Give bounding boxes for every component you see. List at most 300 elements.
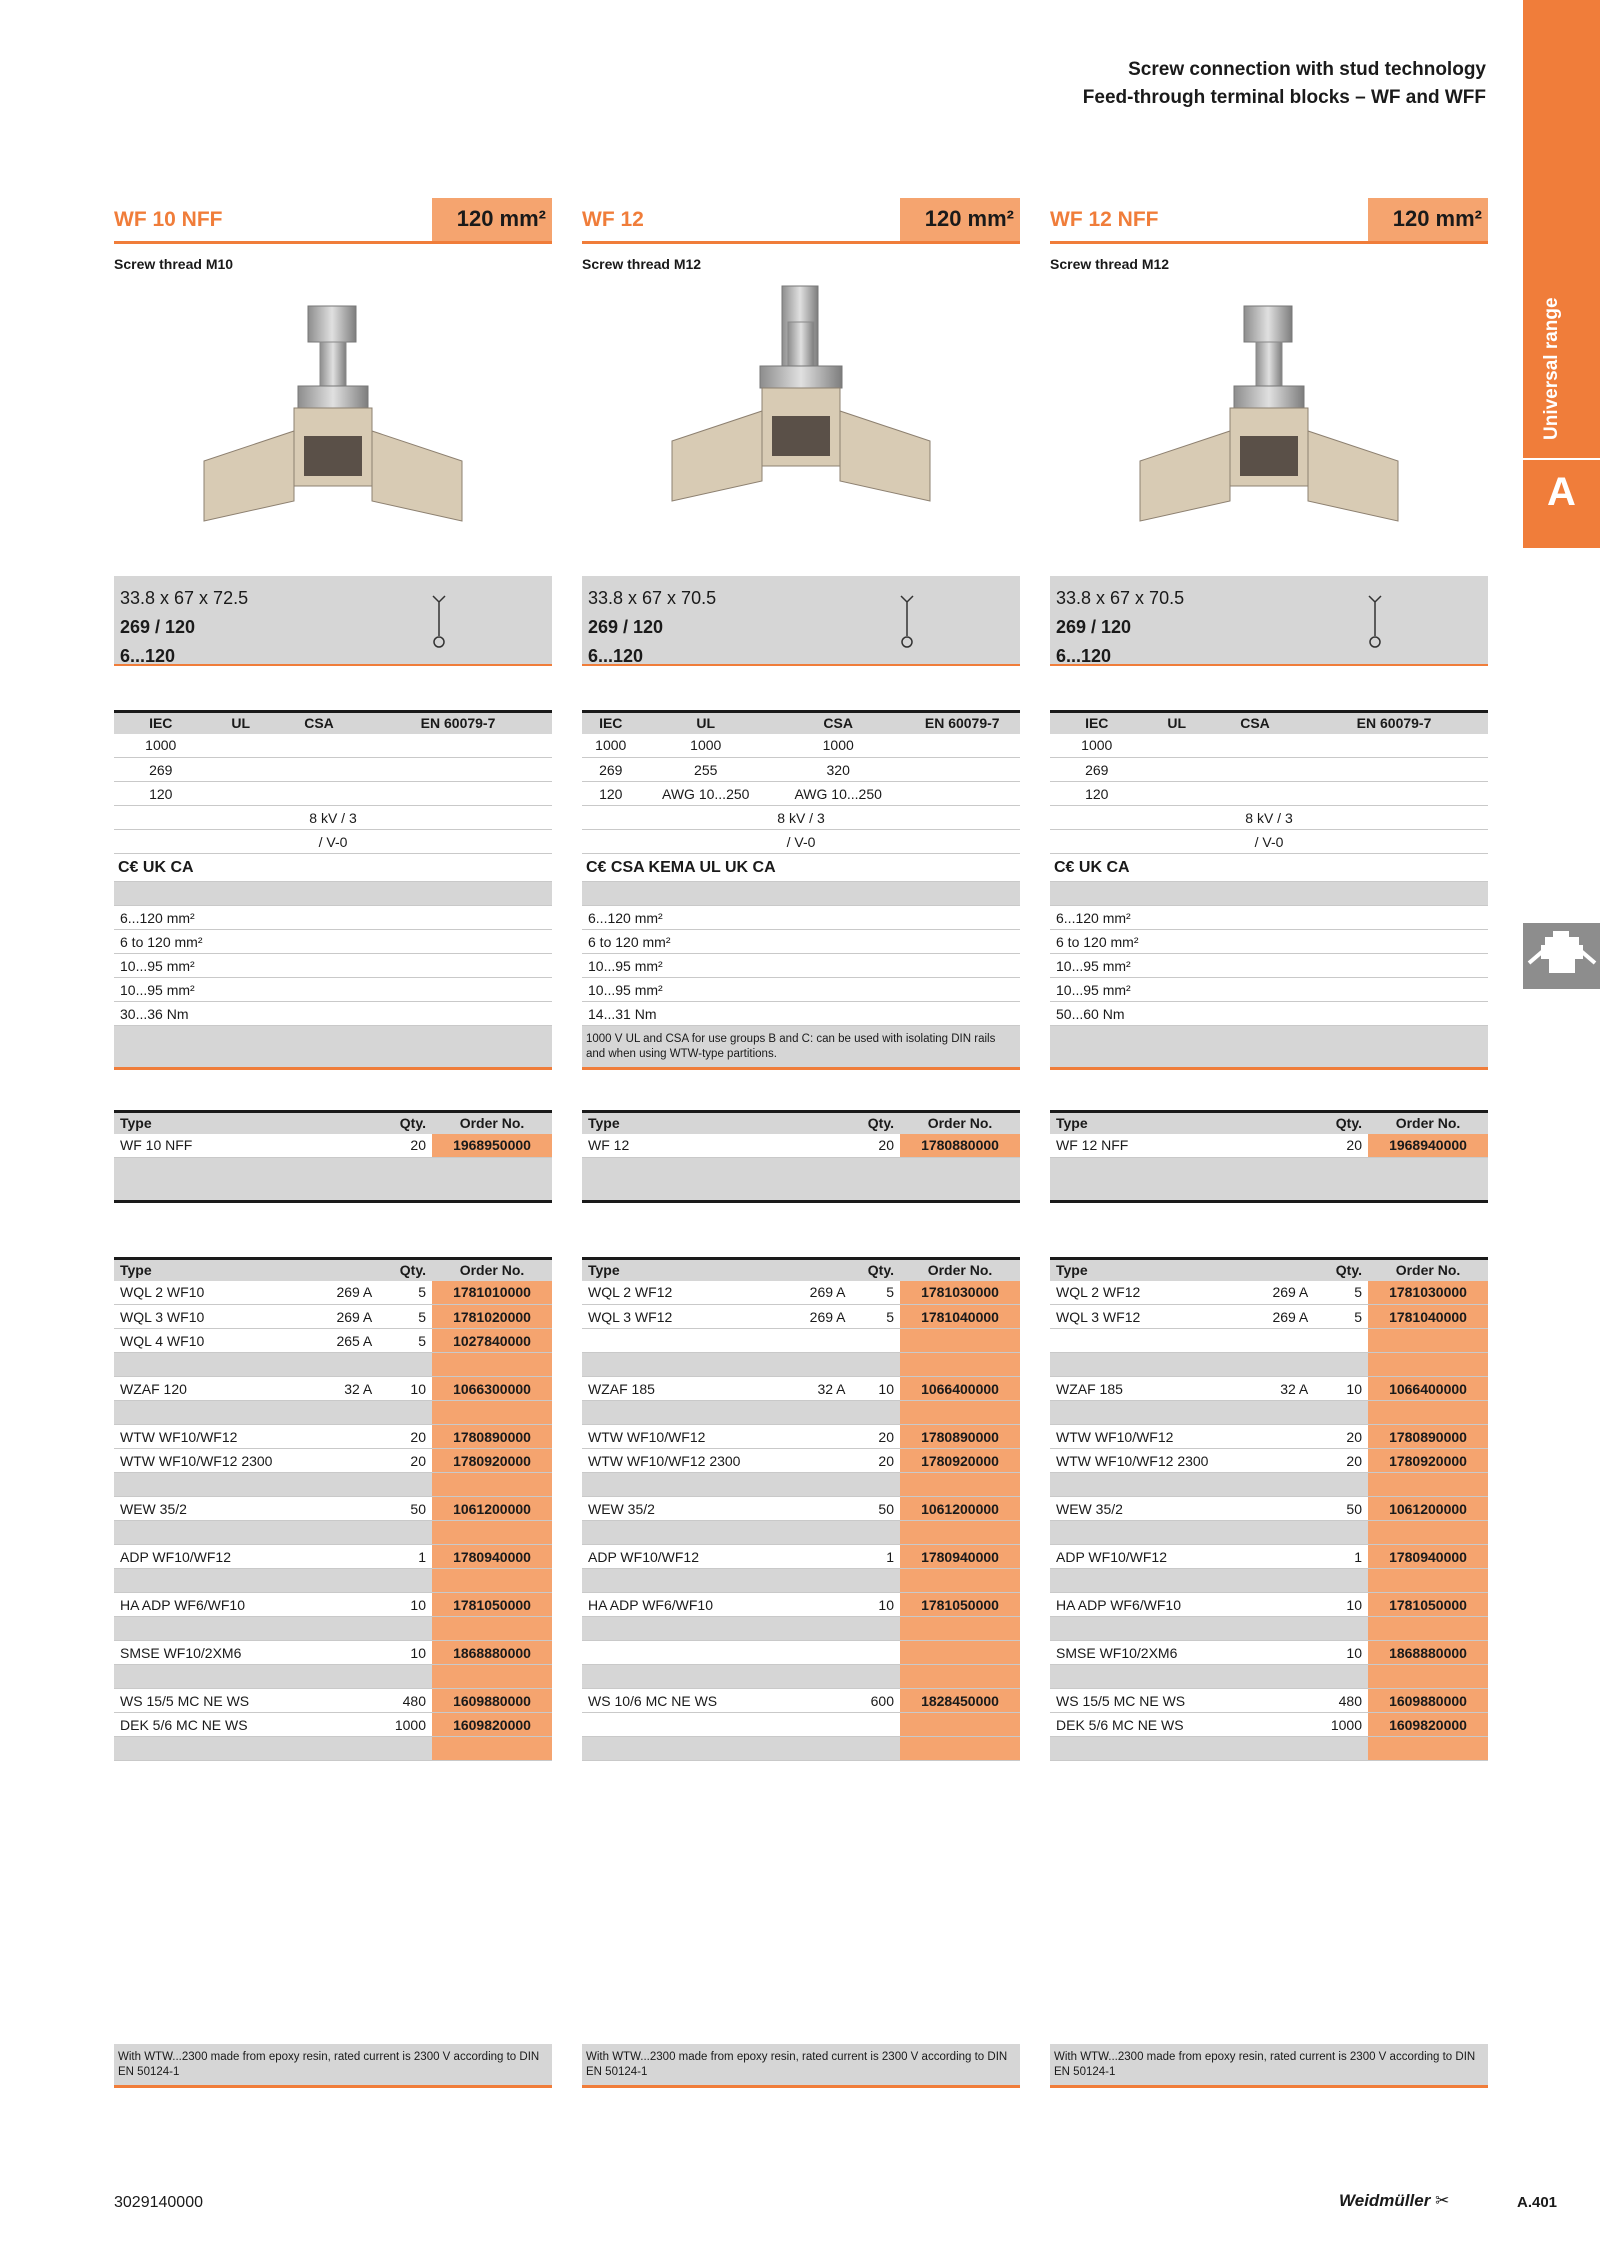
group-separator [1050, 1521, 1488, 1545]
accessory-qty: 10 [851, 1377, 900, 1401]
accessory-row[interactable] [582, 1641, 1020, 1665]
accessory-type: HA ADP WF6/WF10 [114, 1593, 319, 1617]
accessory-row[interactable] [1050, 1545, 1488, 1569]
product-image [114, 276, 552, 576]
accessory-qty: 5 [378, 1305, 432, 1329]
rating-en [364, 734, 552, 758]
product-column [1050, 198, 1488, 1761]
accessory-order-no[interactable]: 1609820000 [432, 1713, 552, 1737]
order-number[interactable]: 1968940000 [1368, 1134, 1488, 1158]
accessory-row[interactable] [582, 1545, 1020, 1569]
cross-section: 120 mm² [432, 198, 552, 241]
accessory-type: WTW WF10/WF12 2300 [582, 1449, 791, 1473]
accessories-table [114, 1257, 552, 1761]
rating-ul [208, 734, 274, 758]
rating-ul: 255 [640, 758, 772, 782]
accessory-qty: 1 [851, 1545, 900, 1569]
order-table [114, 1110, 552, 1203]
rating-csa: 1000 [772, 734, 904, 758]
accessory-current [791, 1545, 852, 1569]
accessory-order-no[interactable]: 1868880000 [1368, 1641, 1488, 1665]
accessory-type: SMSE WF10/2XM6 [114, 1641, 319, 1665]
accessory-order-no[interactable]: 1780920000 [1368, 1449, 1488, 1473]
conductor-spec: 6...120 mm² [582, 906, 1020, 930]
product-name: WF 10 NFF [114, 208, 223, 231]
group-separator [1050, 1401, 1488, 1425]
accessory-order-no[interactable]: 1066300000 [432, 1377, 552, 1401]
accessory-order-no[interactable]: 1780940000 [432, 1545, 552, 1569]
order-number[interactable]: 1780880000 [900, 1134, 1020, 1158]
accessory-qty: 20 [1314, 1449, 1368, 1473]
order-row[interactable] [1050, 1134, 1488, 1158]
product-name: WF 12 [582, 208, 644, 231]
accessory-current [1255, 1497, 1315, 1521]
accessory-qty: 10 [1314, 1377, 1368, 1401]
accessory-qty [1314, 1329, 1368, 1353]
accessory-order-no[interactable]: 1781040000 [1368, 1305, 1488, 1329]
accessories-table [582, 1257, 1020, 1761]
terminal-block-icon[interactable] [1523, 923, 1600, 989]
order-qty: 20 [767, 1134, 900, 1158]
accessory-type: HA ADP WF6/WF10 [582, 1593, 791, 1617]
accessory-type: WQL 3 WF12 [1050, 1305, 1255, 1329]
accessory-order-no[interactable] [900, 1641, 1020, 1665]
order-spacer [1050, 1158, 1488, 1202]
accessory-current [319, 1545, 379, 1569]
accessory-type: DEK 5/6 MC NE WS [1050, 1713, 1255, 1737]
group-separator [114, 1665, 552, 1689]
accessory-row[interactable] [114, 1689, 552, 1713]
col-qty: Qty. [851, 1259, 900, 1281]
screw-thread: Screw thread M10 [114, 256, 234, 272]
conductor-list [114, 906, 552, 1026]
accessory-current [319, 1497, 379, 1521]
conductor-spec: 6 to 120 mm² [582, 930, 1020, 954]
conductor-spec: 6...120 mm² [1050, 906, 1488, 930]
spacer-row [1050, 882, 1488, 906]
accessory-row[interactable] [114, 1497, 552, 1521]
rating-iec: 269 [114, 758, 208, 782]
rating-iec: 1000 [114, 734, 208, 758]
accessory-qty: 480 [378, 1689, 432, 1713]
accessory-order-no[interactable]: 1780920000 [900, 1449, 1020, 1473]
rated-values: 269 / 120 [588, 617, 664, 637]
rating-ul [208, 782, 274, 806]
footnote: With WTW...2300 made from epoxy resin, rated current is 2300 V according to DIN EN 50124-1 [582, 2044, 1020, 2088]
accessory-row[interactable] [114, 1545, 552, 1569]
accessory-type: WS 10/6 MC NE WS [582, 1689, 791, 1713]
order-type: WF 12 NFF [1050, 1134, 1269, 1158]
accessory-type: WQL 4 WF10 [114, 1329, 319, 1353]
group-separator [582, 1521, 1020, 1545]
group-separator [114, 1569, 552, 1593]
rating-iec: 269 [1050, 758, 1144, 782]
conductor-spec: 10...95 mm² [1050, 978, 1488, 1002]
group-separator [114, 1617, 552, 1641]
rating-en [364, 758, 552, 782]
accessory-qty: 50 [851, 1497, 900, 1521]
accessory-current: 32 A [319, 1377, 379, 1401]
rating-row [114, 782, 552, 806]
order-table [1050, 1110, 1488, 1203]
impulse-voltage: 8 kV / 3 [114, 806, 552, 830]
accessory-type: WQL 2 WF10 [114, 1281, 319, 1305]
accessory-qty: 20 [1314, 1425, 1368, 1449]
approval-marks: C€ CSA KEMA UL UK CA [582, 854, 1020, 882]
accessory-row[interactable] [1050, 1497, 1488, 1521]
rating-en [1300, 782, 1488, 806]
accessory-current [319, 1713, 379, 1737]
accessory-order-no[interactable]: 1027840000 [432, 1329, 552, 1353]
rating-iec: 1000 [582, 734, 640, 758]
order-row[interactable] [582, 1134, 1020, 1158]
accessory-order-no[interactable]: 1780940000 [1368, 1545, 1488, 1569]
conductor-range: 6...120 [588, 646, 644, 666]
accessory-row[interactable] [114, 1329, 552, 1353]
conductor-spec: 50...60 Nm [1050, 1002, 1488, 1026]
accessory-row[interactable] [114, 1713, 552, 1737]
accessory-type: WZAF 185 [582, 1377, 791, 1401]
accessory-order-no[interactable]: 1066400000 [1368, 1377, 1488, 1401]
accessory-row[interactable] [1050, 1449, 1488, 1473]
accessory-order-no[interactable]: 1781020000 [432, 1305, 552, 1329]
accessory-order-no[interactable]: 1780940000 [900, 1545, 1020, 1569]
accessory-current [791, 1425, 852, 1449]
accessory-qty: 10 [851, 1593, 900, 1617]
group-separator [582, 1473, 1020, 1497]
accessory-qty: 5 [1314, 1281, 1368, 1305]
col-en: EN 60079-7 [904, 712, 1020, 734]
accessory-type: WQL 3 WF12 [582, 1305, 791, 1329]
conductor-spec: 10...95 mm² [114, 978, 552, 1002]
product-photo [582, 276, 1020, 576]
accessory-row[interactable] [114, 1425, 552, 1449]
approval-marks: C€ UK CA [1050, 854, 1488, 882]
rating-en [904, 734, 1020, 758]
accessory-type [1050, 1329, 1255, 1353]
accessory-order-no[interactable]: 1780890000 [900, 1425, 1020, 1449]
col-type: Type [582, 1112, 767, 1134]
accessory-order-no[interactable]: 1061200000 [900, 1497, 1020, 1521]
dimensions: 33.8 x 67 x 70.5 [1056, 588, 1185, 608]
rating-csa [274, 782, 364, 806]
order-type: WF 10 NFF [114, 1134, 333, 1158]
col-type: Type [1050, 1112, 1269, 1134]
accessory-order-no[interactable]: 1609820000 [1368, 1713, 1488, 1737]
section-tab[interactable] [1523, 0, 1600, 548]
brand-name: Weidmüller [1339, 2191, 1431, 2210]
accessory-type: WTW WF10/WF12 [582, 1425, 791, 1449]
accessory-row[interactable] [582, 1281, 1020, 1305]
spacer-row [114, 882, 552, 906]
group-separator [582, 1353, 1020, 1377]
col-ul: UL [640, 712, 772, 734]
accessory-current: 265 A [319, 1329, 379, 1353]
accessory-current [1255, 1689, 1315, 1713]
header-line-1: Screw connection with stud technology [1128, 59, 1486, 80]
accessory-type: WS 15/5 MC NE WS [1050, 1689, 1255, 1713]
rating-row [1050, 758, 1488, 782]
conductor-spec: 10...95 mm² [582, 978, 1020, 1002]
accessory-row[interactable] [582, 1377, 1020, 1401]
accessory-qty: 20 [851, 1449, 900, 1473]
accessory-current [1255, 1641, 1315, 1665]
flammability: / V-0 [114, 830, 552, 854]
accessory-qty: 10 [1314, 1641, 1368, 1665]
rating-en [904, 782, 1020, 806]
col-iec: IEC [1050, 712, 1144, 734]
order-qty: 20 [1269, 1134, 1368, 1158]
accessory-current [319, 1689, 379, 1713]
ratings-table [114, 710, 552, 854]
conductor-spec: 14...31 Nm [582, 1002, 1020, 1026]
accessory-current [791, 1593, 852, 1617]
accessory-order-no[interactable] [900, 1713, 1020, 1737]
screw-thread: Screw thread M12 [582, 256, 702, 272]
product-image [582, 276, 1020, 576]
col-ul: UL [208, 712, 274, 734]
product-column [582, 198, 1020, 1761]
conductor-spec: 6 to 120 mm² [1050, 930, 1488, 954]
group-separator [114, 1401, 552, 1425]
product-photo [1050, 276, 1488, 576]
accessory-current [791, 1689, 852, 1713]
accessory-type: WEW 35/2 [582, 1497, 791, 1521]
accessory-type: WTW WF10/WF12 [1050, 1425, 1255, 1449]
col-qty: Qty. [1314, 1259, 1368, 1281]
accessory-current [791, 1713, 852, 1737]
accessory-order-no[interactable] [900, 1329, 1020, 1353]
accessory-qty [851, 1713, 900, 1737]
accessory-current: 269 A [1255, 1305, 1315, 1329]
rated-values: 269 / 120 [1056, 617, 1132, 637]
page-header [1083, 56, 1486, 112]
spacer-row [582, 882, 1020, 906]
accessory-row[interactable] [1050, 1641, 1488, 1665]
product-title-bar [114, 198, 552, 244]
rating-ul [1144, 758, 1210, 782]
group-separator [582, 1665, 1020, 1689]
group-separator [1050, 1473, 1488, 1497]
accessory-current [791, 1329, 852, 1353]
accessory-type: WTW WF10/WF12 2300 [1050, 1449, 1255, 1473]
accessory-row[interactable] [1050, 1593, 1488, 1617]
product-title-bar [1050, 198, 1488, 244]
accessory-type [582, 1641, 791, 1665]
accessory-row[interactable] [582, 1305, 1020, 1329]
accessory-order-no[interactable]: 1780890000 [1368, 1425, 1488, 1449]
accessory-qty: 480 [1314, 1689, 1368, 1713]
col-iec: IEC [582, 712, 640, 734]
brand-logo [1339, 2191, 1449, 2211]
section-tab-label: Universal range [1541, 297, 1562, 440]
accessory-qty: 10 [378, 1377, 432, 1401]
group-separator [114, 1737, 552, 1761]
accessory-current: 269 A [791, 1305, 852, 1329]
accessory-type: WZAF 185 [1050, 1377, 1255, 1401]
accessory-current [1255, 1545, 1315, 1569]
accessory-type: WTW WF10/WF12 [114, 1425, 319, 1449]
conductor-list [1050, 906, 1488, 1026]
rating-iec: 269 [582, 758, 640, 782]
dimensions: 33.8 x 67 x 72.5 [120, 588, 249, 608]
rating-row [1050, 734, 1488, 758]
accessory-row[interactable] [1050, 1689, 1488, 1713]
rating-ul [1144, 782, 1210, 806]
connection-symbol-icon [1365, 592, 1385, 652]
accessory-type: ADP WF10/WF12 [1050, 1545, 1255, 1569]
rating-en [364, 782, 552, 806]
accessory-order-no[interactable]: 1781050000 [1368, 1593, 1488, 1617]
product-photo [114, 276, 552, 576]
col-en: EN 60079-7 [1300, 712, 1488, 734]
group-separator [114, 1473, 552, 1497]
accessory-row[interactable] [1050, 1329, 1488, 1353]
accessory-order-no[interactable]: 1780920000 [432, 1449, 552, 1473]
accessory-qty: 5 [851, 1281, 900, 1305]
order-number[interactable]: 1968950000 [432, 1134, 552, 1158]
col-qty: Qty. [767, 1112, 900, 1134]
accessory-row[interactable] [1050, 1305, 1488, 1329]
accessory-current: 269 A [319, 1281, 379, 1305]
conductor-range: 6...120 [120, 646, 176, 666]
group-separator [1050, 1617, 1488, 1641]
page-number: A.401 [1517, 2194, 1558, 2211]
accessory-order-no[interactable]: 1781030000 [900, 1281, 1020, 1305]
accessory-row[interactable] [114, 1305, 552, 1329]
accessory-row[interactable] [582, 1593, 1020, 1617]
product-note: 1000 V UL and CSA for use groups B and C: can be used with isolating DIN rails and when using WTW-type partitions. [582, 1026, 1020, 1070]
order-spacer [114, 1158, 552, 1202]
accessory-row[interactable] [582, 1449, 1020, 1473]
group-separator [1050, 1665, 1488, 1689]
accessory-current [319, 1593, 379, 1617]
accessory-row[interactable] [582, 1689, 1020, 1713]
rating-ul: AWG 10...250 [640, 782, 772, 806]
accessory-row[interactable] [582, 1425, 1020, 1449]
accessory-order-no[interactable]: 1781050000 [432, 1593, 552, 1617]
group-separator [582, 1401, 1020, 1425]
cross-section: 120 mm² [1368, 198, 1488, 241]
accessory-row[interactable] [1050, 1713, 1488, 1737]
accessory-type: WQL 2 WF12 [582, 1281, 791, 1305]
accessory-current: 269 A [319, 1305, 379, 1329]
spec-box [1050, 576, 1488, 666]
accessory-type: WEW 35/2 [1050, 1497, 1255, 1521]
accessory-order-no[interactable]: 1781040000 [900, 1305, 1020, 1329]
accessory-order-no[interactable]: 1781050000 [900, 1593, 1020, 1617]
accessory-row[interactable] [1050, 1377, 1488, 1401]
rating-row [114, 758, 552, 782]
product-name: WF 12 NFF [1050, 208, 1159, 231]
section-tab-letter: A [1547, 470, 1576, 514]
accessory-current: 32 A [791, 1377, 852, 1401]
accessory-order-no[interactable]: 1781030000 [1368, 1281, 1488, 1305]
conductor-spec: 10...95 mm² [114, 954, 552, 978]
accessory-order-no[interactable]: 1868880000 [432, 1641, 552, 1665]
accessory-order-no[interactable]: 1066400000 [900, 1377, 1020, 1401]
group-separator [114, 1521, 552, 1545]
accessory-qty [851, 1641, 900, 1665]
col-csa: CSA [1210, 712, 1300, 734]
col-type: Type [114, 1112, 333, 1134]
accessory-order-no[interactable]: 1609880000 [1368, 1689, 1488, 1713]
col-type: Type [582, 1259, 791, 1281]
accessory-row[interactable] [114, 1281, 552, 1305]
col-en: EN 60079-7 [364, 712, 552, 734]
order-row[interactable] [114, 1134, 552, 1158]
accessory-row[interactable] [1050, 1281, 1488, 1305]
accessory-order-no[interactable]: 1781010000 [432, 1281, 552, 1305]
footnote: With WTW...2300 made from epoxy resin, rated current is 2300 V according to DIN EN 50124-1 [114, 2044, 552, 2088]
rating-row [582, 734, 1020, 758]
order-qty: 20 [333, 1134, 432, 1158]
ratings-table [582, 710, 1020, 854]
connection-symbol-icon [429, 592, 449, 652]
accessory-qty: 5 [851, 1305, 900, 1329]
accessory-order-no[interactable]: 1780890000 [432, 1425, 552, 1449]
col-qty: Qty. [1269, 1112, 1368, 1134]
brand-icon: ✂ [1435, 2191, 1450, 2210]
accessory-row[interactable] [114, 1641, 552, 1665]
accessory-current: 269 A [791, 1281, 852, 1305]
accessory-row[interactable] [114, 1377, 552, 1401]
accessory-row[interactable] [114, 1449, 552, 1473]
accessory-order-no[interactable] [1368, 1329, 1488, 1353]
group-separator [1050, 1569, 1488, 1593]
accessory-order-no[interactable]: 1609880000 [432, 1689, 552, 1713]
rating-iec: 120 [114, 782, 208, 806]
accessory-row[interactable] [582, 1713, 1020, 1737]
col-order: Order No. [432, 1259, 552, 1281]
rating-csa [1210, 758, 1300, 782]
accessory-row[interactable] [582, 1497, 1020, 1521]
col-order: Order No. [1368, 1259, 1488, 1281]
accessory-type: WS 15/5 MC NE WS [114, 1689, 319, 1713]
order-spacer [582, 1158, 1020, 1202]
accessory-current: 32 A [1255, 1377, 1315, 1401]
rating-iec: 120 [582, 782, 640, 806]
conductor-range: 6...120 [1056, 646, 1112, 666]
accessory-qty: 1000 [378, 1713, 432, 1737]
footnote: With WTW...2300 made from epoxy resin, rated current is 2300 V according to DIN EN 50124-1 [1050, 2044, 1488, 2088]
accessory-current [1255, 1593, 1315, 1617]
accessory-current [1255, 1449, 1315, 1473]
accessory-row[interactable] [582, 1329, 1020, 1353]
accessory-qty: 10 [378, 1593, 432, 1617]
order-type: WF 12 [582, 1134, 767, 1158]
accessory-qty [851, 1329, 900, 1353]
conductor-list [582, 906, 1020, 1026]
accessory-order-no[interactable]: 1061200000 [432, 1497, 552, 1521]
rating-en [1300, 734, 1488, 758]
rating-csa: 320 [772, 758, 904, 782]
ratings-table [1050, 710, 1488, 854]
accessory-order-no[interactable]: 1061200000 [1368, 1497, 1488, 1521]
conductor-spec: 30...36 Nm [114, 1002, 552, 1026]
order-table [582, 1110, 1020, 1203]
accessory-type [582, 1713, 791, 1737]
screw-thread: Screw thread M12 [1050, 256, 1170, 272]
conductor-spec: 10...95 mm² [582, 954, 1020, 978]
col-qty: Qty. [333, 1112, 432, 1134]
accessory-row[interactable] [1050, 1425, 1488, 1449]
accessory-order-no[interactable]: 1828450000 [900, 1689, 1020, 1713]
rating-csa [1210, 734, 1300, 758]
col-order: Order No. [900, 1259, 1020, 1281]
impulse-voltage: 8 kV / 3 [582, 806, 1020, 830]
accessory-row[interactable] [114, 1593, 552, 1617]
